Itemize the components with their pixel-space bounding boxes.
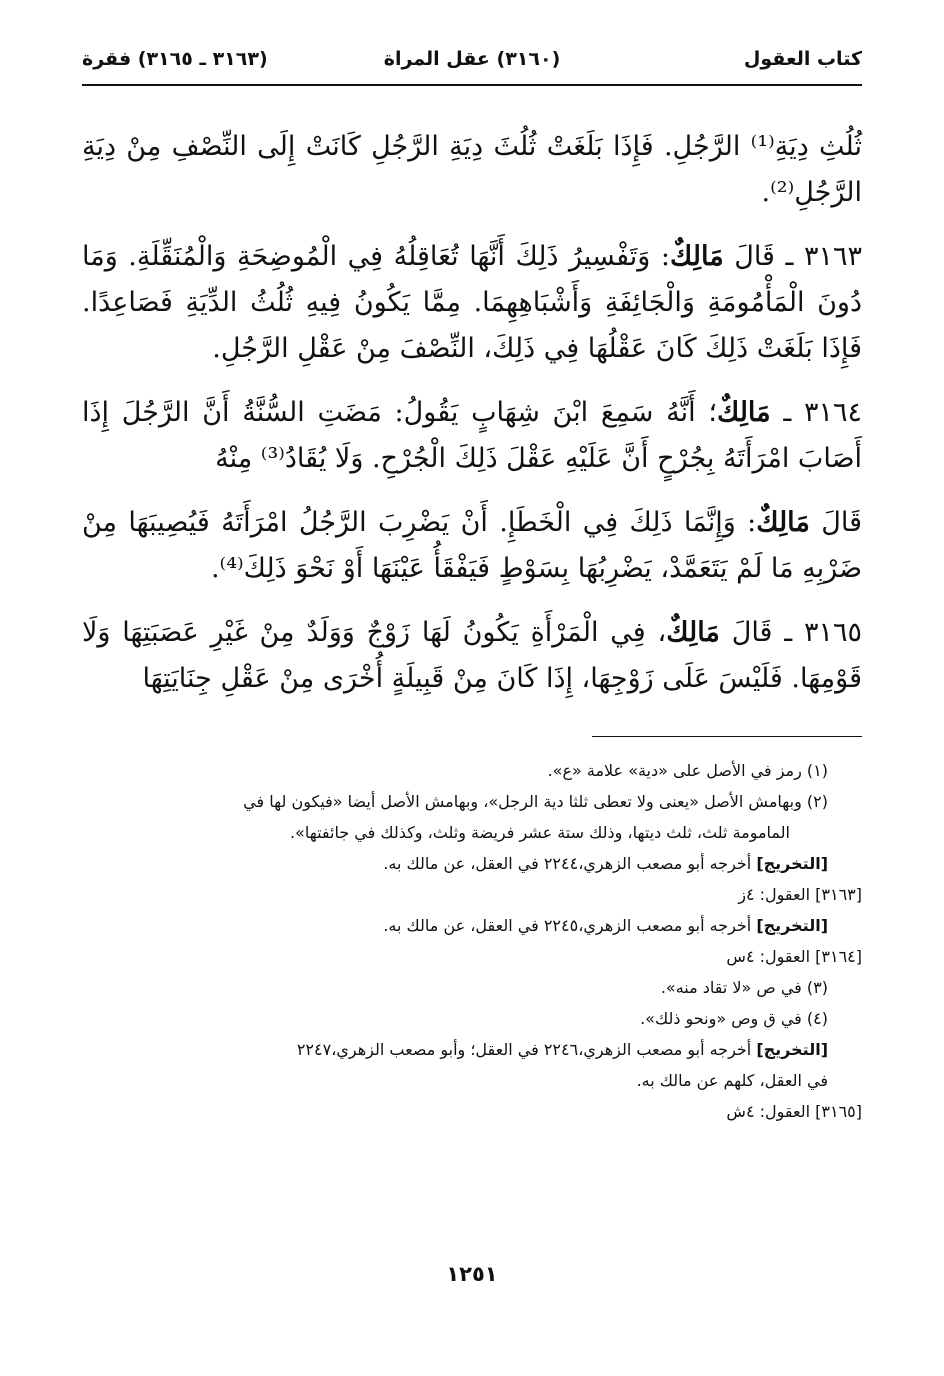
paragraph-text: ثُلُثِ دِيَةِ⁽¹⁾ الرَّجُلِ. فَإِذَا بَلَغَتْ ثُلُثَ دِيَةِ الرَّجُلِ كَانَتْ إِلَى النِّصْفِ مِنْ دِيَةِ الرَّجُلِ⁽²⁾. [82, 131, 862, 208]
main-text [82, 124, 862, 702]
footnote-rule [592, 736, 862, 737]
footnote-line [82, 972, 862, 1003]
footnote-line [82, 910, 862, 941]
narrator-name: مَالِكٌ [716, 397, 771, 428]
paragraph-text: : وَتَفْسِيرُ ذَلِكَ أَنَّهَا تُعَاقِلُهُ فِي الْمُوضِحَةِ وَالْمُنَقِّلَةِ. وَمَا دُونَ الْمَأْمُومَةِ وَالْجَائِفَةِ وَأَشْبَاهِهِمَا. مِمَّا يَكُونُ فِيهِ ثُلُثُ الدِّيَةِ فَصَاعِدًا. فَإِذَا بَلَغَتْ ذَلِكَ كَانَ عَقْلُهَا فِي ذَلِكَ، النِّصْفَ مِنْ عَقْلِ الرَّجُلِ. [82, 241, 862, 364]
footnote-line [82, 786, 862, 817]
narrator-name: مَالِكٌ [669, 241, 724, 272]
running-header [82, 38, 862, 78]
footnote-tag: [التخريج] [756, 854, 828, 873]
page [82, 38, 862, 1127]
paragraph-3163: ٣١٦٣ ـ قَالَ مَالِكٌ: وَتَفْسِيرُ ذَلِكَ أَنَّهَا تُعَاقِلُهُ فِي الْمُوضِحَةِ وَالْمُنَقِّلَةِ. وَمَا دُونَ الْمَأْمُومَةِ وَالْجَائِفَةِ وَأَشْبَاهِهِمَا. مِمَّا يَكُونُ فِيهِ ثُلُثُ الدِّيَةِ فَصَاعِدًا. فَإِذَا بَلَغَتْ ذَلِكَ كَانَ عَقْلُهَا فِي ذَلِكَ، النِّصْفَ مِنْ عَقْلِ الرَّجُلِ. [82, 241, 862, 364]
paragraph-range: (٣١٦٣ ـ ٣١٦٥) فقرة [82, 48, 268, 70]
narrator-name: مَالِكٌ [756, 507, 810, 538]
footnote-line [82, 755, 862, 786]
book-title: كتاب العقول [743, 48, 862, 70]
chapter-title: (٣١٦٠) عقل المراة [383, 48, 561, 70]
footnote-text: (٤) في ق وص «ونحو ذلك». [640, 1009, 828, 1028]
footnote-text: أخرجه أبو مصعب الزهري،٢٢٤٦ في العقل؛ وأبو مصعب الزهري،٢٢٤٧ [296, 1040, 757, 1059]
paragraph-3165: ٣١٦٥ ـ قَالَ مَالِكٌ، فِي الْمَرْأَةِ يَكُونُ لَهَا زَوْجٌ وَوَلَدٌ مِنْ غَيْرِ عَصَبَتِهَا وَلَا قَوْمِهَا. فَلَيْسَ عَلَى زَوْجِهَا، إِذَا كَانَ مِنْ قَبِيلَةٍ أُخْرَى مِنْ عَقْلِ جِنَايَتِهَا [82, 617, 862, 694]
paragraph-text: : وَإِنَّمَا ذَلِكَ فِي الْخَطَإِ. أَنْ يَضْرِبَ الرَّجُلُ امْرَأَتَهُ فَيُصِيبَهَا مِنْ ضَرْبِهِ مَا لَمْ يَتَعَمَّدْ، يَضْرِبُهَا بِسَوْطٍ فَيَفْقَأُ عَيْنَهَا أَوْ نَحْوَ ذَلِكَ⁽⁴⁾. [82, 507, 862, 584]
footnote-tag: [التخريج] [756, 916, 828, 935]
footnote-text: (٣) في ص «لا تقاد منه». [660, 978, 828, 997]
footnote-line [82, 879, 862, 910]
footnote-text: [٣١٦٥] العقول: ٤ش [726, 1102, 862, 1121]
paragraph-number: ٣١٦٤ [803, 397, 862, 428]
paragraph-3164: ٣١٦٤ ـ مَالِكٌ؛ أَنَّهُ سَمِعَ ابْنَ شِهَابٍ يَقُولُ: مَضَتِ السُّنَّةُ أَنَّ الرَّجُلَ إِذَا أَصَابَ امْرَأَتَهُ بِجُرْحٍ أَنَّ عَلَيْهِ عَقْلَ ذَلِكَ الْجُرْحِ. وَلَا يُقَادُ⁽³⁾ مِنْهُ [82, 397, 862, 474]
paragraph-number: ٣١٦٥ [803, 617, 862, 648]
footnote-line [82, 1034, 862, 1065]
footnote-text: أخرجه أبو مصعب الزهري،٢٢٤٤ في العقل، عن مالك به. [383, 854, 757, 873]
paragraph-lead: قَالَ [821, 507, 862, 538]
footnote-line [82, 848, 862, 879]
footnote-text: (١) رمز في الأصل على «دية» علامة «ع». [547, 761, 828, 780]
footnote-line [82, 1096, 862, 1127]
paragraph-lead: قَالَ [731, 617, 773, 648]
paragraph [82, 500, 862, 592]
paragraph-text: ؛ أَنَّهُ سَمِعَ ابْنَ شِهَابٍ يَقُولُ: مَضَتِ السُّنَّةُ أَنَّ الرَّجُلَ إِذَا أَصَابَ امْرَأَتَهُ بِجُرْحٍ أَنَّ عَلَيْهِ عَقْلَ ذَلِكَ الْجُرْحِ. وَلَا يُقَادُ⁽³⁾ مِنْهُ [82, 397, 862, 474]
footnote-text: في العقل، كلهم عن مالك به. [636, 1071, 828, 1090]
paragraph-text: ، فِي الْمَرْأَةِ يَكُونُ لَهَا زَوْجٌ وَوَلَدٌ مِنْ غَيْرِ عَصَبَتِهَا وَلَا قَوْمِهَا. فَلَيْسَ عَلَى زَوْجِهَا، إِذَا كَانَ مِنْ قَبِيلَةٍ أُخْرَى مِنْ عَقْلِ جِنَايَتِهَا [82, 617, 862, 694]
footnotes [82, 755, 862, 1127]
footnote-line [82, 941, 862, 972]
footnote-tag: [التخريج] [756, 1040, 828, 1059]
footnote-text: [٣١٦٤] العقول: ٤س [726, 947, 862, 966]
header-rule [82, 84, 862, 86]
paragraph [82, 124, 862, 216]
page-number: ١٢٥١ [446, 1262, 498, 1286]
narrator-name: مَالِكٌ [666, 617, 720, 648]
paragraph-number: ٣١٦٣ [803, 241, 862, 272]
paragraph-lead: قَالَ [734, 241, 775, 272]
footnote-line [82, 1003, 862, 1034]
footnote-text: [٣١٦٣] العقول: ٤ز [738, 885, 862, 904]
footnote-line [82, 817, 862, 848]
footnote-text: المامومة ثلث، ثلث ديتها، وذلك ستة عشر فريضة وثلث، وكذلك في جائفتها». [289, 823, 790, 842]
footnote-text: (٢) وبهامش الأصل «يعنى ولا تعطى ثلثا دية الرجل»، وبهامش الأصل أيضا «فيكون لها في [243, 792, 828, 811]
footnote-text: أخرجه أبو مصعب الزهري،٢٢٤٥ في العقل، عن مالك به. [383, 916, 757, 935]
footnote-line [82, 1065, 862, 1096]
